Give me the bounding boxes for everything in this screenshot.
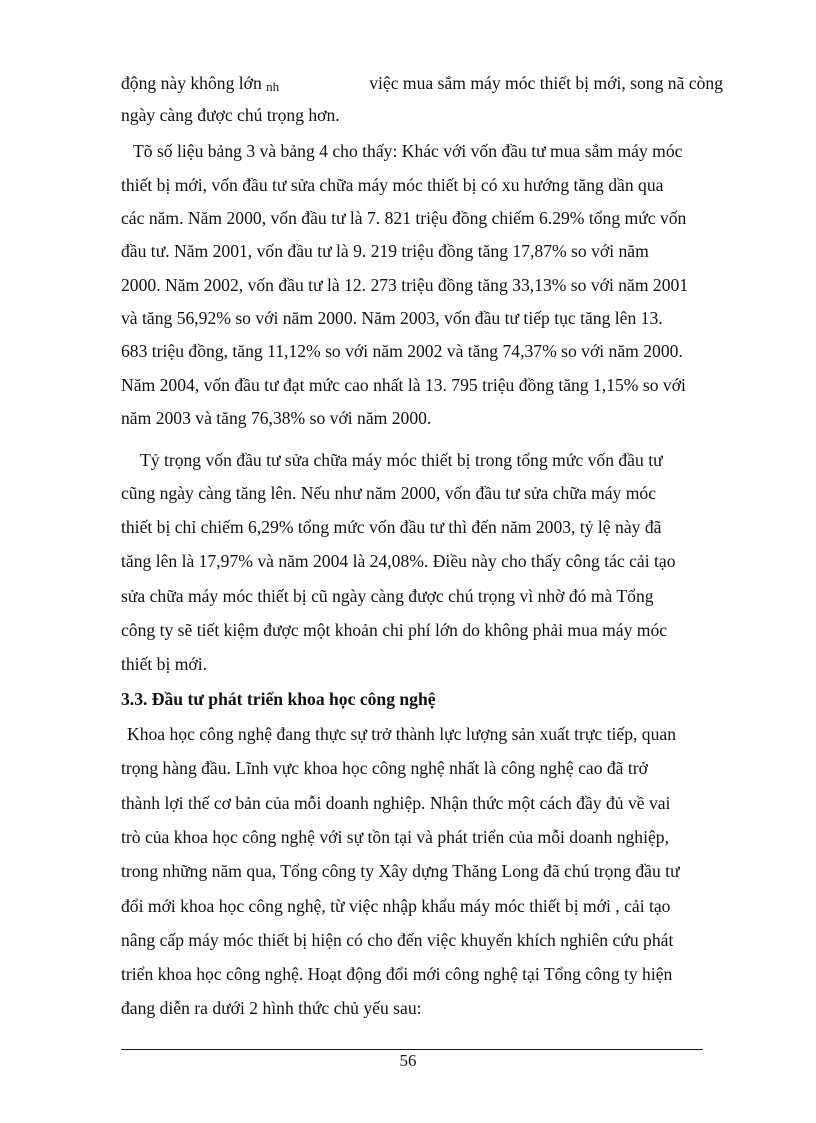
text-fragment: Tõ số liệu bảng 3 và bảng 4 cho thấy: Khác với vốn đầu tư mua sắm máy móc (133, 141, 683, 161)
text-line (121, 374, 723, 396)
text-line (133, 140, 723, 162)
text-line (121, 757, 723, 779)
text-fragment: thiết bị chỉ chiếm 6,29% tổng mức vốn đầu tư thì đến năm 2003, tỷ lệ này đã (121, 517, 662, 537)
text-line (140, 449, 723, 471)
text-line (121, 516, 723, 538)
text-line (121, 895, 723, 917)
text-line (121, 997, 461, 1019)
text-line (121, 619, 723, 641)
text-line (121, 550, 723, 572)
text-fragment: thiết bị mới. (121, 654, 208, 674)
text-line (127, 723, 723, 745)
text-line (121, 104, 365, 126)
text-fragment: 2000. Năm 2002, vốn đầu tư là 12. 273 triệu đồng tăng 33,13% so với năm 2001 (121, 275, 689, 295)
text-line (121, 585, 723, 607)
section-heading (121, 688, 461, 710)
text-fragment: các năm. Năm 2000, vốn đầu tư là 7. 821 triệu đồng chiếm 6.29% tổng mức vốn (121, 208, 687, 228)
text-fragment: nâng cấp máy móc thiết bị hiện có cho đến việc khuyến khích nghiên cứu phát (121, 930, 674, 950)
text-fragment: công ty sẽ tiết kiệm được một khoản chi phí lớn do không phải mua máy móc (121, 620, 668, 640)
text-fragment: động này không lớn (121, 73, 267, 93)
text-fragment: thiết bị mới, vốn đầu tư sửa chữa máy móc thiết bị có xu hướng tăng dần qua (121, 175, 664, 195)
text-fragment: thành lợi thế cơ bản của mỗi doanh nghiệp. Nhận thức một cách đầy đủ về vai (121, 793, 671, 813)
text-line (121, 207, 723, 229)
text-line (121, 307, 723, 329)
text-line (121, 826, 723, 848)
text-fragment: năm 2003 và tăng 76,38% so với năm 2000. (121, 408, 432, 428)
text-fragment (266, 72, 723, 94)
text-fragment: trọng hàng đầu. Lĩnh vực khoa học công nghệ nhất là công nghệ cao đã trở (121, 758, 648, 778)
text-line (121, 963, 723, 985)
text-fragment: việc mua sắm máy móc thiết bị mới, song nã còng (364, 73, 723, 93)
text-line (121, 653, 231, 675)
text-fragment: Năm 2004, vốn đầu tư đạt mức cao nhất là 13. 795 triệu đồng tăng 1,15% so với (121, 375, 686, 395)
text-fragment: tăng lên là 17,97% và năm 2004 là 24,08%. Điều này cho thấy công tác cải tạo (121, 551, 676, 571)
text-fragment: Tỷ trọng vốn đầu tư sửa chữa máy móc thiết bị trong tổng mức vốn đầu tư (140, 450, 663, 470)
text-line (121, 929, 723, 951)
text-line (121, 340, 723, 362)
text-fragment: cũng ngày càng tăng lên. Nếu như năm 2000, vốn đầu tư sửa chữa máy móc (121, 483, 657, 503)
text-fragment: trò của khoa học công nghệ với sự tồn tại và phát triển của mỗi doanh nghiệp, (121, 827, 669, 847)
text-line (121, 174, 723, 196)
text-fragment: 683 triệu đồng, tăng 11,12% so với năm 2002 và tăng 74,37% so với năm 2000. (121, 341, 683, 361)
text-fragment: trong những năm qua, Tổng công ty Xây dựng Thăng Long đã chú trọng đầu tư (121, 861, 680, 881)
page-number: 56 (399, 1051, 417, 1070)
text-fragment: sửa chữa máy móc thiết bị cũ ngày càng được chú trọng vì nhờ đó mà Tổng (121, 586, 654, 606)
text-line (121, 792, 723, 814)
text-line (121, 482, 723, 504)
text-fragment: đầu tư. Năm 2001, vốn đầu tư là 9. 219 triệu đồng tăng 17,87% so với năm (121, 241, 649, 261)
subscript-fragment: nh (266, 79, 280, 94)
text-line (121, 240, 723, 262)
text-fragment: Khoa học công nghệ đang thực sự trở thành lực lượng sản xuất trực tiếp, quan (127, 724, 677, 744)
text-fragment: đổi mới khoa học công nghệ, từ việc nhập khẩu máy móc thiết bị mới , cải tạo (121, 896, 671, 916)
text-line (121, 72, 723, 94)
text-line (121, 407, 451, 429)
text-line (121, 274, 723, 296)
text-fragment: triển khoa học công nghệ. Hoạt động đổi mới công nghệ tại Tổng công ty hiện (121, 964, 673, 984)
text-line (121, 860, 723, 882)
text-fragment: ngày càng được chú trọng hơn. (121, 105, 340, 125)
text-fragment: và tăng 56,92% so với năm 2000. Năm 2003, vốn đầu tư tiếp tục tăng lên 13. (121, 308, 663, 328)
text-fragment: đang diễn ra dưới 2 hình thức chủ yếu sau: (121, 998, 422, 1018)
footer-rule (121, 1049, 703, 1050)
heading-text: 3.3. Đầu tư phát triển khoa học công nghệ (121, 689, 436, 709)
